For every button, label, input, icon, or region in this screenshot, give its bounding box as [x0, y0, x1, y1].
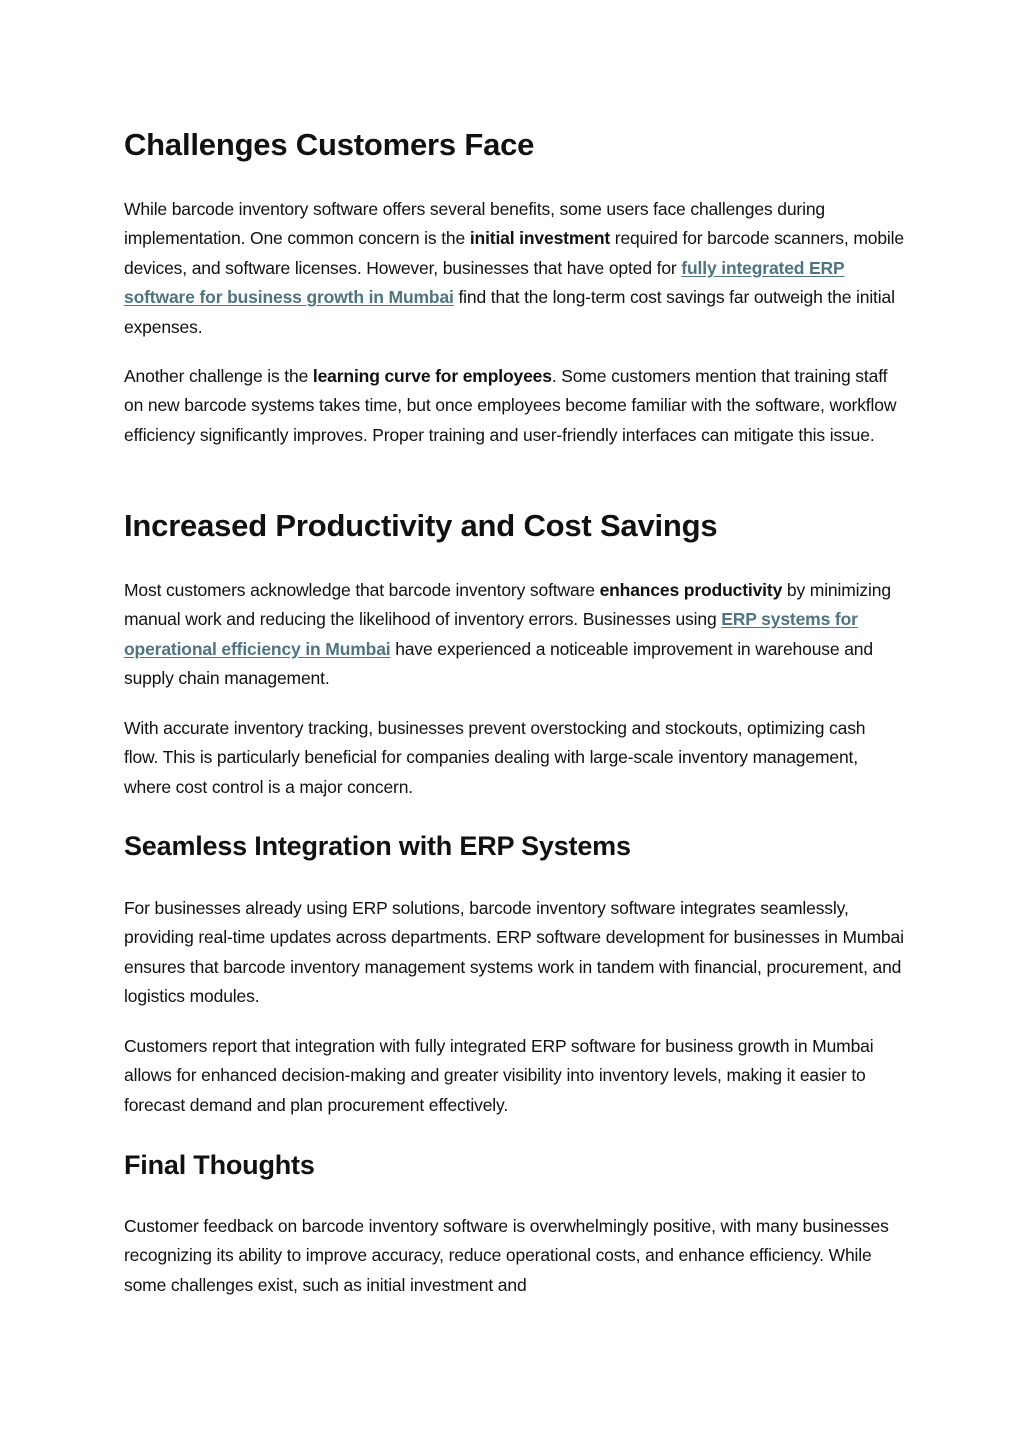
- paragraph-challenges-1: [124, 195, 904, 342]
- paragraph-final-1: Customer feedback on barcode inventory software is overwhelmingly positive, with many businesses recognizing its ability to improve accuracy, reduce operational costs, and enhance efficiency. While some challenges exist, such as initial investment and: [124, 1216, 889, 1295]
- text-run: . Some customers mention that training staff on new barcode systems takes time, but once employees become familiar with the software, workflow efficiency significantly improves. Proper training and user-friendly interfaces can mitigate this issue.: [124, 366, 897, 445]
- link-erp-operational-efficiency[interactable]: ERP systems for operational efficiency in Mumbai: [124, 609, 858, 659]
- bold-initial-investment: initial investment: [469, 228, 611, 249]
- heading-integration: Seamless Integration with ERP Systems: [124, 831, 631, 861]
- paragraph-integration-2: Customers report that integration with fully integrated ERP software for business growth in Mumbai allows for enhanced decision-making and greater visibility into inventory levels, making it easier to forecast demand and plan procurement effectively.: [124, 1036, 874, 1115]
- paragraph-challenges-2: [124, 362, 904, 450]
- link-fully-integrated-erp[interactable]: fully integrated ERP software for business growth in Mumbai: [124, 257, 845, 308]
- text-run: Another challenge is the: [124, 366, 313, 386]
- text-run: While barcode inventory software offers several benefits, some users face challenges during implementation. One common concern is the: [124, 199, 825, 249]
- paragraph-integration-1: For businesses already using ERP solutions, barcode inventory software integrates seamlessly, providing real-time updates across departments. ERP software development for businesses in Mumbai ensures that barcode inventory management systems work in tandem with financial, procurement, and logistics modules.: [124, 898, 904, 1007]
- text-run: find that the long-term cost savings far outweigh the initial expenses.: [124, 287, 895, 337]
- bold-enhances-productivity: enhances productivity: [599, 580, 783, 600]
- paragraph-productivity-2: With accurate inventory tracking, businesses prevent overstocking and stockouts, optimizing cash flow. This is particularly beneficial for companies dealing with large-scale inventory management, where cost control is a major concern.: [124, 718, 866, 797]
- heading-productivity: Increased Productivity and Cost Savings: [124, 508, 718, 543]
- heading-challenges: Challenges Customers Face: [124, 127, 535, 162]
- text-run: Most customers acknowledge that barcode inventory software: [124, 580, 600, 600]
- paragraph-productivity-1: [124, 576, 904, 694]
- bold-learning-curve: learning curve for employees: [312, 366, 552, 386]
- text-run: have experienced a noticeable improvement in warehouse and supply chain management.: [124, 638, 873, 689]
- text-run: required for barcode scanners, mobile devices, and software licenses. However, businesses that have opted for: [124, 228, 904, 278]
- text-run: by minimizing manual work and reducing the likelihood of inventory errors. Businesses using: [124, 580, 891, 630]
- heading-final-thoughts: Final Thoughts: [124, 1150, 315, 1180]
